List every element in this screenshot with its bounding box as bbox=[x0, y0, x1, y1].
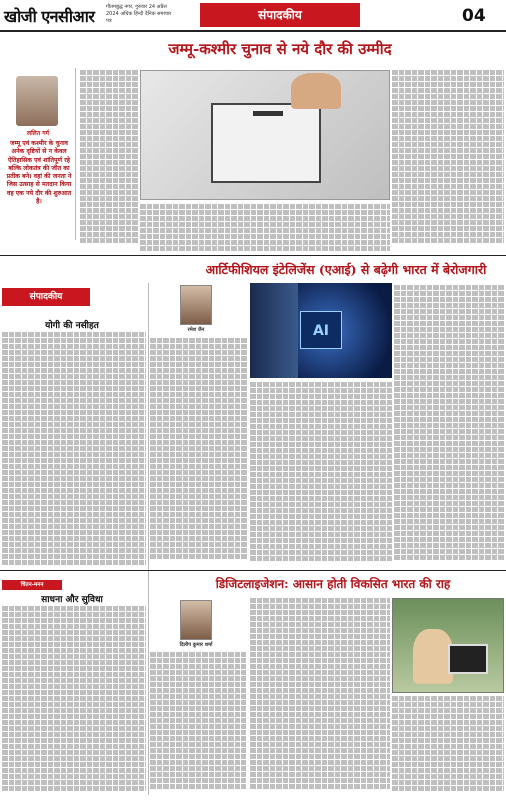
jk-headline: जम्मू-कश्मीर चुनाव से नये दौर की उम्मीद bbox=[168, 40, 392, 58]
yogi-headline: योगी की नसीहत bbox=[45, 321, 99, 331]
ai-column-2 bbox=[250, 382, 392, 566]
author-photo bbox=[16, 76, 58, 126]
author-name: ललित गर्ग bbox=[27, 130, 49, 137]
jk-column-right bbox=[392, 70, 504, 250]
digital-learning-photo bbox=[392, 598, 504, 693]
ai-column-3 bbox=[394, 285, 504, 567]
digital-column-3 bbox=[392, 696, 504, 796]
election-photo bbox=[140, 70, 390, 200]
ai-column-1 bbox=[150, 338, 248, 566]
robot-face-graphic bbox=[250, 283, 298, 378]
digital-column-1 bbox=[150, 652, 246, 796]
sadhna-headline: साधना और सुविधा bbox=[41, 595, 103, 605]
column-divider bbox=[148, 283, 149, 795]
ai-chip-icon: AI bbox=[300, 311, 342, 349]
editorial-banner: संपादकीय bbox=[2, 288, 90, 306]
tablet-graphic bbox=[448, 644, 488, 674]
ballot-box-graphic bbox=[211, 103, 321, 183]
newspaper-logo: खोजी एनसीआर bbox=[4, 7, 95, 26]
child-graphic bbox=[413, 629, 453, 684]
section-title: संपादकीय bbox=[200, 3, 360, 27]
voter-hand-graphic bbox=[291, 73, 341, 109]
jk-column-1 bbox=[80, 70, 138, 250]
divider bbox=[0, 255, 506, 256]
author-photo bbox=[180, 285, 212, 325]
yogi-column bbox=[2, 332, 146, 570]
pull-quote: जम्मू एवं कश्मीर के चुनाव अनेक दृष्टियों से न केवल ऐतिहासिक एवं शांतिपूर्ण रहे बल्कि लोकतंत्र की जीत का प्रतीक बने। वहां की जनता ने जिस उत्साह से मतदान किया वह एक नये दौर की शुरुआत है। bbox=[6, 140, 72, 206]
digital-headline: डिजिटलाइजेशन: आसान होती विकसित भारत की राह bbox=[215, 577, 451, 591]
author-name: रमेश जैन bbox=[187, 327, 205, 333]
author-photo bbox=[180, 600, 212, 640]
divider bbox=[0, 570, 506, 571]
author-name: दिलीप कुमार शर्मा bbox=[179, 642, 213, 648]
ai-headline: आर्टिफीशियल इंटेलिजेंस (एआई) से बढ़ेगी भारत में बेरोजगारी bbox=[205, 262, 487, 277]
sadhna-column bbox=[2, 606, 146, 796]
section-kicker: चिंतन-मनन bbox=[2, 580, 62, 590]
jk-column-bottom bbox=[140, 204, 390, 254]
ai-illustration bbox=[250, 283, 392, 378]
digital-column-2 bbox=[250, 598, 390, 796]
page-number: 04 bbox=[462, 6, 486, 26]
dateline: गौतमबुद्ध नगर, गुरुवार 24 अप्रैल 2024 अधिक हिन्दी दैनिक समाचार पत्र bbox=[106, 4, 172, 24]
